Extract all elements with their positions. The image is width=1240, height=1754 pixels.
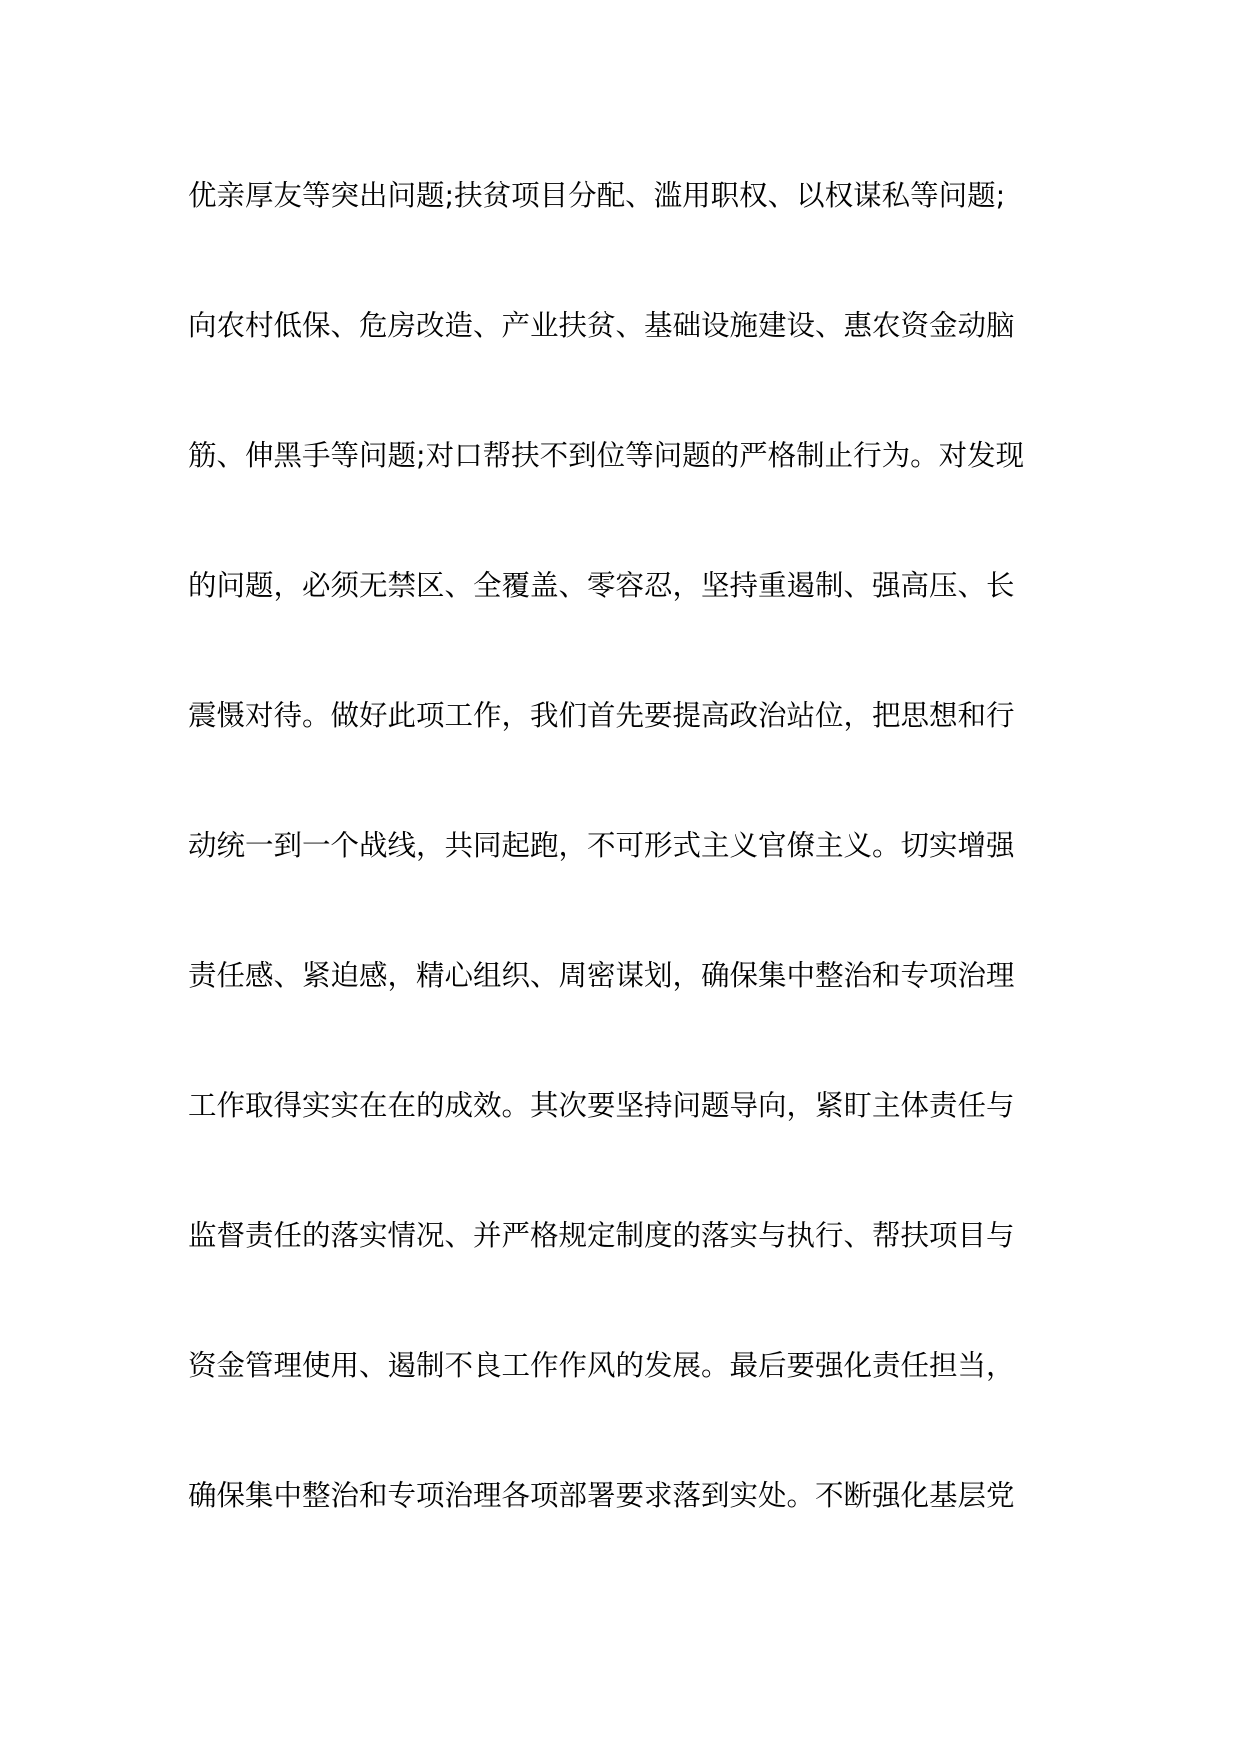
text-line-7: 责任感、紧迫感，精心组织、周密谋划，确保集中整治和专项治理 [188,959,1015,992]
text-line-3: 筋、伸黑手等问题;对口帮扶不到位等问题的严格制止行为。对发现 [188,439,1025,472]
text-line-2: 向农村低保、危房改造、产业扶贫、基础设施建设、惠农资金动脑 [188,309,1015,342]
text-line-8: 工作取得实实在在的成效。其次要坚持问题导向，紧盯主体责任与 [188,1089,1015,1122]
text-line-11: 确保集中整治和专项治理各项部署要求落到实处。不断强化基层党 [188,1479,1015,1512]
text-line-10: 资金管理使用、遏制不良工作作风的发展。最后要强化责任担当， [188,1349,1015,1382]
text-line-4: 的问题，必须无禁区、全覆盖、零容忍，坚持重遏制、强高压、长 [188,569,1015,602]
text-line-9: 监督责任的落实情况、并严格规定制度的落实与执行、帮扶项目与 [188,1219,1015,1252]
text-line-5: 震慑对待。做好此项工作，我们首先要提高政治站位，把思想和行 [188,699,1015,732]
text-line-1: 优亲厚友等突出问题;扶贫项目分配、滥用职权、以权谋私等问题; [188,179,1006,212]
text-line-6: 动统一到一个战线，共同起跑，不可形式主义官僚主义。切实增强 [188,829,1015,862]
